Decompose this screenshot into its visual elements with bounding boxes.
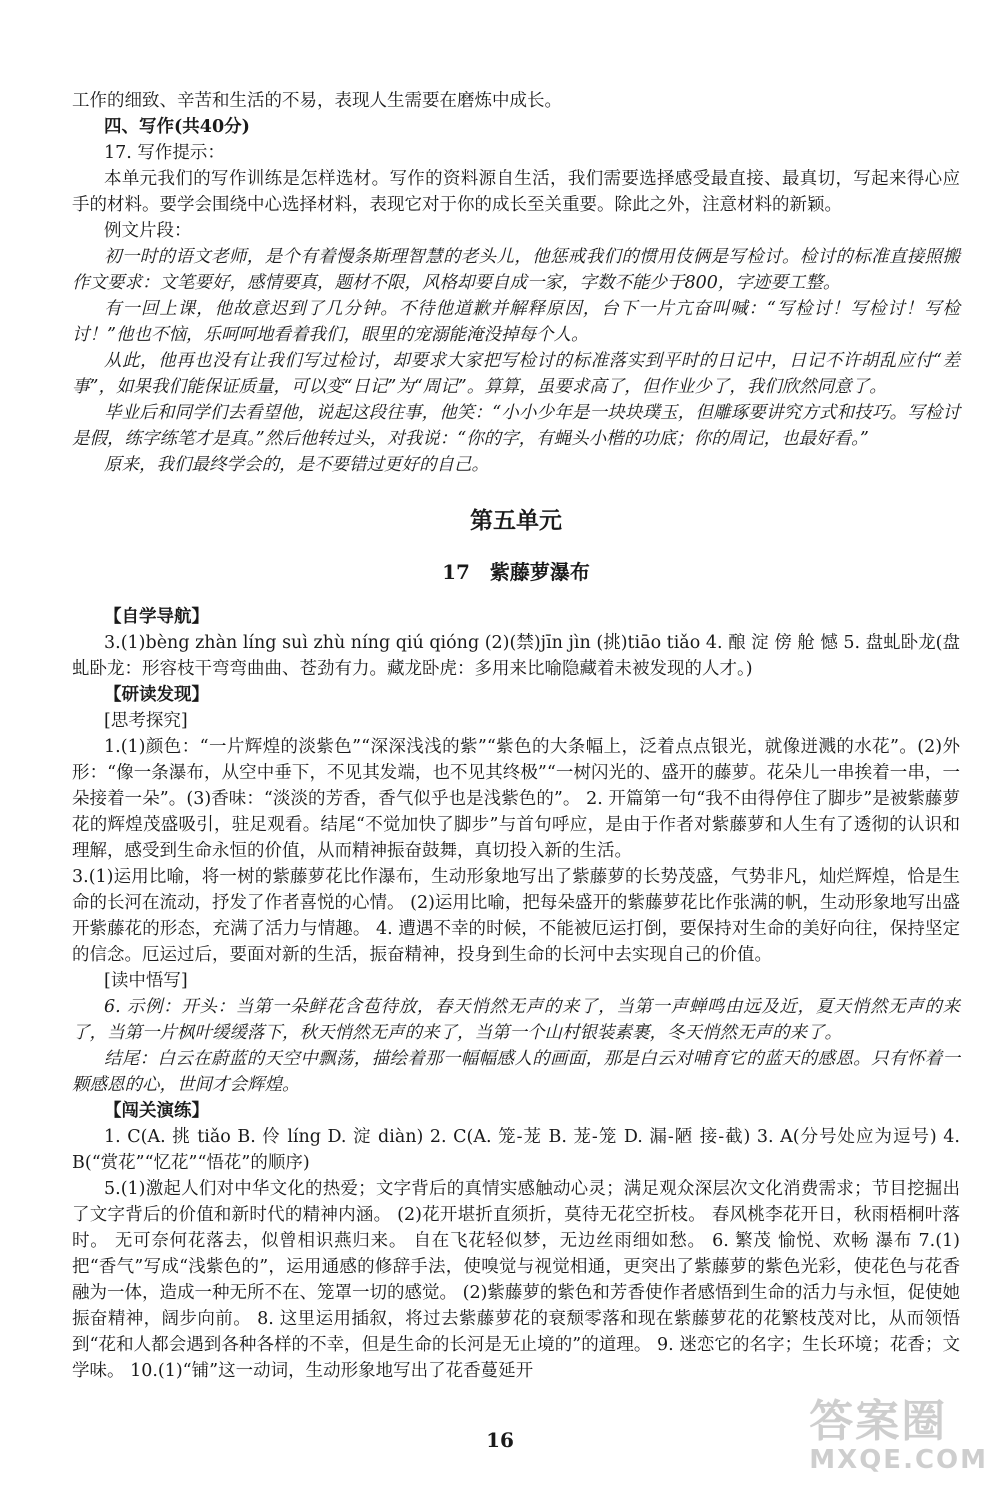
think-answers: 1.(1)颜色：“一片辉煌的淡紫色”“深深浅浅的紫”“紫色的大条幅上，泛着点点银光，就像迸溅的水花”。(2)外形：“像一条瀑布，从空中垂下，不见其发端，也不见其终极”“一树闪光的、盛开的藤萝。花朵儿一串挨着一串，一朵接着一朵”。(3)香味：“淡淡的芳香，香气似乎也是浅紫色的”。 2. 开篇第一句“我不由得停住了脚步”是被紫藤萝花的辉煌茂盛吸引，驻足观看。结尾“不觉加快了脚步”与首句呼应，是由于作者对紫藤萝和人生有了透彻的认识和理解，感受到生命永恒的价值，从而精神振奋鼓舞，真切投入新的生活。	[72, 737, 960, 861]
watermark-logo	[809, 1398, 988, 1474]
lesson-title: 17 紫藤萝瀑布	[442, 560, 590, 584]
example-paragraph: 初一时的语文老师，是个有着慢条斯理智慧的老头儿，他惩戒我们的惯用伎俩是写检讨。检讨的标准直接照搬作文要求：文笔要好，感情要真，题材不限，风格却要自成一家，字数不能少于800，字迹要工整。	[72, 247, 960, 293]
section-heading-writing: 四、写作(共40分)	[104, 117, 250, 137]
page-content	[72, 88, 960, 1384]
section-heading-research: 【研读发现】	[104, 685, 209, 705]
question-17-prompt: 本单元我们的写作训练是怎样选材。写作的资料源自生活，我们需要选择感受最直接、最真切，写起来得心应手的材料。要学会围绕中心选择材料，表现它对于你的成长至关重要。除此之外，注意材料的新颖。	[72, 169, 960, 215]
example-paragraph: 从此，他再也没有让我们写过检讨，却要求大家把写检讨的标准落实到平时的日记中，日记不许胡乱应付“差事”，如果我们能保证质量，可以变“日记”为“周记”。算算，虽要求高了，但作业少了，我们欣然同意了。	[72, 351, 960, 397]
carryover-line: 工作的细致、辛苦和生活的不易，表现人生需要在磨炼中成长。	[72, 91, 562, 111]
subheading-think: [思考探究]	[104, 711, 188, 731]
read-write-answer: 6. 示例：开头：当第一朵鲜花含苞待放，春天悄然无声的来了，当第一声蝉鸣由远及近，夏天悄然无声的来了，当第一片枫叶缓缓落下，秋天悄然无声的来了，当第一个山村银装素裹，冬天悄然无声的来了。	[72, 997, 960, 1043]
self-study-answers: 3.(1)bèng zhàn líng suì zhù níng qiú qióng (2)(禁)jīn jìn (挑)tiāo tiǎo 4. 酿 淀 傍 舱 憾 5. 盘虬卧龙(盘虬卧龙：形容枝干弯弯曲曲、苍劲有力。藏龙卧虎：多用来比喻隐藏着未被发现的人才。)	[72, 633, 961, 679]
practice-answers: 5.(1)激起人们对中华文化的热爱；文字背后的真情实感触动心灵；满足观众深层次文化消费需求；节目挖掘出了文字背后的价值和新时代的精神内涵。 (2)花开堪折直须折，莫待无花空折枝。 春风桃李花开日，秋雨梧桐叶落时。 无可奈何花落去，似曾相识燕归来。 自在飞花轻似梦，无边丝雨细如愁。 6. 繁茂 愉悦、欢畅 瀑布 7.(1)把“香气”写成“浅紫色的”，运用通感的修辞手法，使嗅觉与视觉相通，更突出了紫藤萝的紫色光彩，使花色与花香融为一体，造成一种无所不在、笼罩一切的感觉。 (2)紫藤萝的紫色和芳香使作者感悟到生命的活力与永恒，促使她振奋精神，阔步向前。 8. 这里运用插叙，将过去紫藤萝花的衰颓零落和现在紫藤萝花的花繁枝茂对比，从而领悟到“花和人都会遇到各种各样的不幸，但是生命的长河是无止境的”的道理。 9. 迷恋它的名字；生长环境；花香；文学味。 10.(1)“铺”这一动词，生动形象地写出了花香蔓延开	[72, 1179, 960, 1381]
unit-title: 第五单元	[470, 507, 562, 534]
question-17-label: 17. 写作提示：	[104, 143, 225, 163]
watermark-text: 答案圈	[809, 1396, 948, 1447]
watermark-url: MXQE.COM	[809, 1445, 988, 1475]
page-number: 16	[486, 1428, 514, 1452]
example-paragraph: 毕业后和同学们去看望他，说起这段往事，他笑：“小小少年是一块块璞玉，但雕琢要讲究方式和技巧。写检讨是假，练字练笔才是真。”然后他转过头，对我说：“你的字，有蝇头小楷的功底；你的周记，也最好看。”	[72, 403, 960, 449]
think-answers: 3.(1)运用比喻，将一树的紫藤萝花比作瀑布，生动形象地写出了紫藤萝的长势茂盛，气势非凡，灿烂辉煌，恰是生命的长河在流动，抒发了作者喜悦的心情。 (2)运用比喻，把每朵盛开的紫藤萝花比作张满的帆，生动形象地写出盛开紫藤花的形态，充满了活力与情趣。 4. 遭遇不幸的时候，不能被厄运打倒，要保持对生命的美好向往，保持坚定的信念。厄运过后，要面对新的生活，振奋精神，投身到生命的长河中去实现自己的价值。	[72, 867, 960, 965]
example-paragraph: 原来，我们最终学会的，是不要错过更好的自己。	[104, 455, 489, 475]
example-label: 例文片段：	[104, 221, 192, 241]
subheading-read-write: [读中悟写]	[104, 971, 188, 991]
read-write-answer: 结尾：白云在蔚蓝的天空中飘荡，描绘着那一幅幅感人的画面，那是白云对哺育它的蓝天的感恩。只有怀着一颗感恩的心，世间才会辉煌。	[72, 1049, 960, 1095]
section-heading-self-study: 【自学导航】	[104, 607, 209, 627]
practice-answers: 1. C(A. 挑 tiǎo B. 伶 líng D. 淀 diàn) 2. C(A. 笼-茏 B. 茏-笼 D. 漏-陋 接-截) 3. A(分号处应为逗号) 4. B(“赏花”“忆花”“悟花”的顺序)	[72, 1127, 960, 1173]
example-paragraph: 有一回上课，他故意迟到了几分钟。不待他道歉并解释原因，台下一片亢奋叫喊：“写检讨！写检讨！写检讨！”他也不恼，乐呵呵地看着我们，眼里的宠溺能淹没掉每个人。	[72, 299, 960, 345]
section-heading-practice: 【闯关演练】	[104, 1101, 209, 1121]
